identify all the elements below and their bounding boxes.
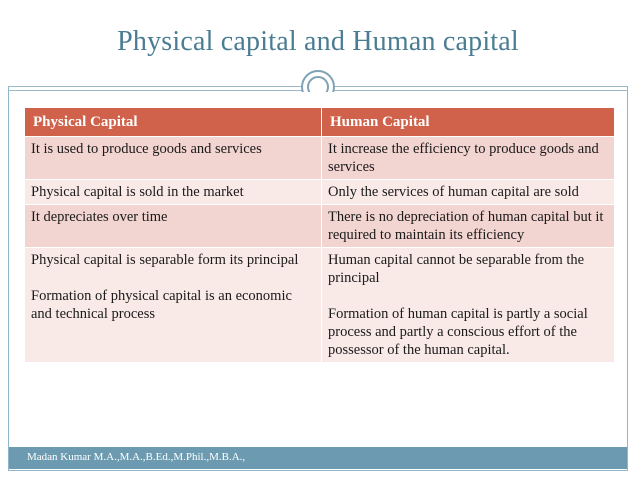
table-row [25,248,615,363]
comparison-table [24,107,615,363]
cell-text: Human capital cannot be separable from the principal [328,252,585,286]
cell-text: It depreciates over time [31,209,168,225]
cell-text: Physical capital is separable form its principal [31,252,299,268]
human-cell [322,248,615,363]
table-row [25,180,615,205]
cell-text: Formation of physical capital is an economic and technical process [31,288,292,322]
footer-author: Madan Kumar M.A.,M.A.,B.Ed.,M.Phil.,M.B.A., [27,451,246,463]
header-physical-capital: Physical Capital [25,108,322,137]
physical-cell [25,137,322,180]
table-header-row [25,108,615,137]
table-row [25,137,615,180]
human-cell [322,180,615,205]
human-cell [322,137,615,180]
physical-cell [25,180,322,205]
cell-text: Only the services of human capital are sold [328,184,579,200]
cell-text: There is no depreciation of human capital but it required to maintain its efficiency [328,209,604,243]
cell-text: Physical capital is sold in the market [31,184,244,200]
cell-text: It is used to produce goods and services [31,141,262,157]
physical-cell [25,205,322,248]
cell-text: Formation of human capital is partly a social process and partly a conscious effort of the possessor of the human capital. [328,306,588,358]
header-human-capital: Human Capital [322,108,615,137]
table-row [25,205,615,248]
slide-title: Physical capital and Human capital [117,26,519,57]
cell-text: It increase the efficiency to produce goods and services [328,141,599,175]
physical-cell [25,248,322,363]
human-cell [322,205,615,248]
